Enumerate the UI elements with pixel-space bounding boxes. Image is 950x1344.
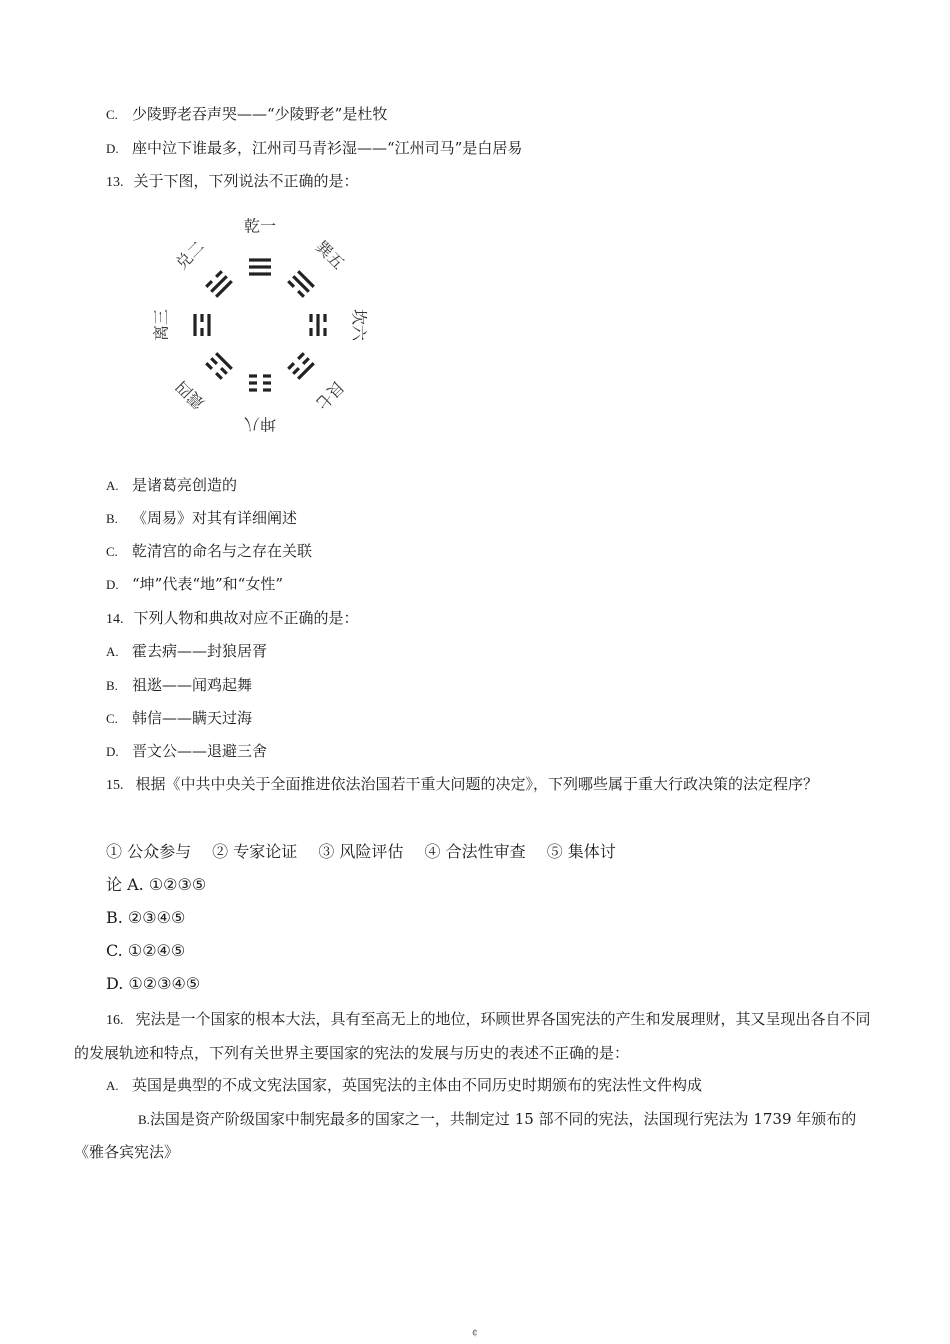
trigram	[287, 237, 348, 298]
trigram-symbol	[287, 352, 315, 380]
trigram-symbol	[193, 314, 210, 336]
yang-line	[215, 352, 233, 370]
q14-option-b: B. 祖逖——闻鸡起舞	[106, 676, 253, 694]
trigram-symbol	[287, 270, 315, 298]
trigram	[172, 352, 233, 413]
yin-line-segment	[297, 352, 305, 360]
yin-line-segment	[210, 357, 218, 365]
q15-option-a: 论 A. ①②③⑤	[106, 875, 207, 894]
yin-line-segment	[323, 314, 326, 322]
q15-option-c: C. ①②④⑤	[106, 941, 186, 960]
yang-line	[215, 280, 233, 298]
trigram-label: 乾一	[243, 216, 277, 236]
yin-line-segment	[263, 374, 271, 377]
q13-option-d: D. “坤”代表“地”和“女性”	[106, 575, 284, 593]
q15-items: ① 公众参与 ② 专家论证 ③ 风险评估 ④ 合法性审查 ⑤ 集体讨	[106, 842, 616, 861]
yin-line-segment	[309, 314, 312, 322]
trigram-label: 兑二	[171, 236, 209, 274]
trigram-symbol	[309, 314, 326, 336]
bagua-diagram	[125, 205, 395, 450]
trigram-symbol	[205, 270, 233, 298]
yang-line	[210, 275, 228, 293]
yin-line-segment	[287, 280, 295, 288]
trigram	[309, 309, 368, 342]
trigram-label: 震四	[171, 376, 209, 414]
q15-stem: 15. 根据《中共中央关于全面推进依法治国若干重大问题的决定》，下列哪些属于重大行政决策的法定程序？	[106, 775, 819, 793]
q14-stem: 14. 下列人物和典故对应不正确的是：	[106, 609, 359, 627]
yin-line-segment	[200, 314, 203, 322]
q13-option-a: A. 是诸葛亮创造的	[106, 476, 238, 494]
yin-line-segment	[323, 328, 326, 336]
yin-line-segment	[297, 290, 305, 298]
yang-line	[207, 314, 210, 336]
trigram-label: 巽五	[311, 236, 349, 274]
yang-line	[249, 265, 271, 268]
yin-line-segment	[215, 270, 223, 278]
yin-line-segment	[205, 280, 213, 288]
yang-line	[297, 270, 315, 288]
trigram	[244, 217, 276, 276]
q12-option-d: D. 座中泣下谁最多，江州司马青衫湿——“江州司马”是白居易	[106, 139, 523, 157]
trigram-symbol	[249, 374, 271, 391]
yang-line	[297, 362, 315, 380]
q13-option-c: C. 乾清宫的命名与之存在关联	[106, 542, 313, 560]
yang-line	[193, 314, 196, 336]
trigram-label: 离三	[151, 308, 171, 342]
q12-option-c: C. 少陵野老吞声哭——“少陵野老”是杜牧	[106, 105, 388, 123]
yin-line-segment	[249, 381, 257, 384]
q16-option-a: A. 英国是典型的不成文宪法国家，英国宪法的主体由不同历史时期颁布的宪法性文件构成	[106, 1076, 703, 1094]
trigram	[172, 237, 233, 298]
yin-line-segment	[287, 362, 295, 370]
yin-line-segment	[205, 362, 213, 370]
yang-line	[316, 314, 319, 336]
trigram	[287, 352, 348, 413]
footer-mark: ¢	[472, 1328, 478, 1338]
yin-line-segment	[215, 372, 223, 380]
q13-option-b: B. 《周易》对其有详细阐述	[106, 509, 298, 527]
trigram-label: 坎六	[349, 308, 369, 342]
trigram	[244, 374, 276, 433]
yin-line-segment	[263, 388, 271, 391]
yin-line-segment	[302, 357, 310, 365]
yin-line-segment	[249, 388, 257, 391]
yin-line-segment	[292, 367, 300, 375]
q14-option-d: D. 晋文公——退避三舍	[106, 742, 268, 760]
q16-stem: 16. 宪法是一个国家的根本大法，具有至高无上的地位，环顾世界各国宪法的产生和发展理财，其又呈现出各自不同的发展轨迹和特点，下列有关世界主要国家的宪法的发展与历史的表述不正确的是：	[74, 1010, 871, 1062]
trigram	[152, 309, 211, 341]
yang-line	[249, 258, 271, 261]
trigram-label: 坤八	[243, 414, 277, 434]
q15-option-d: D. ①②③④⑤	[106, 974, 201, 993]
q13-stem: 13. 关于下图，下列说法不正确的是：	[106, 172, 359, 190]
yin-line-segment	[200, 328, 203, 336]
yang-line	[249, 272, 271, 275]
yang-line	[292, 275, 310, 293]
yin-line-segment	[249, 374, 257, 377]
yin-line-segment	[309, 328, 312, 336]
trigram-symbol	[205, 352, 233, 380]
q14-option-a: A. 霍去病——封狼居胥	[106, 642, 268, 660]
yin-line-segment	[263, 381, 271, 384]
q16-option-b: B.法国是资产阶级国家中制宪最多的国家之一，共制定过 15 部不同的宪法，法国现行宪法为 1739 年颁布的《雅各宾宪法》	[74, 1110, 857, 1161]
q14-option-c: C. 韩信——瞒天过海	[106, 709, 253, 727]
q15-option-b: B. ②③④⑤	[106, 908, 186, 927]
yin-line-segment	[220, 367, 228, 375]
trigram-symbol	[249, 258, 271, 275]
trigram-label: 艮七	[311, 376, 349, 414]
